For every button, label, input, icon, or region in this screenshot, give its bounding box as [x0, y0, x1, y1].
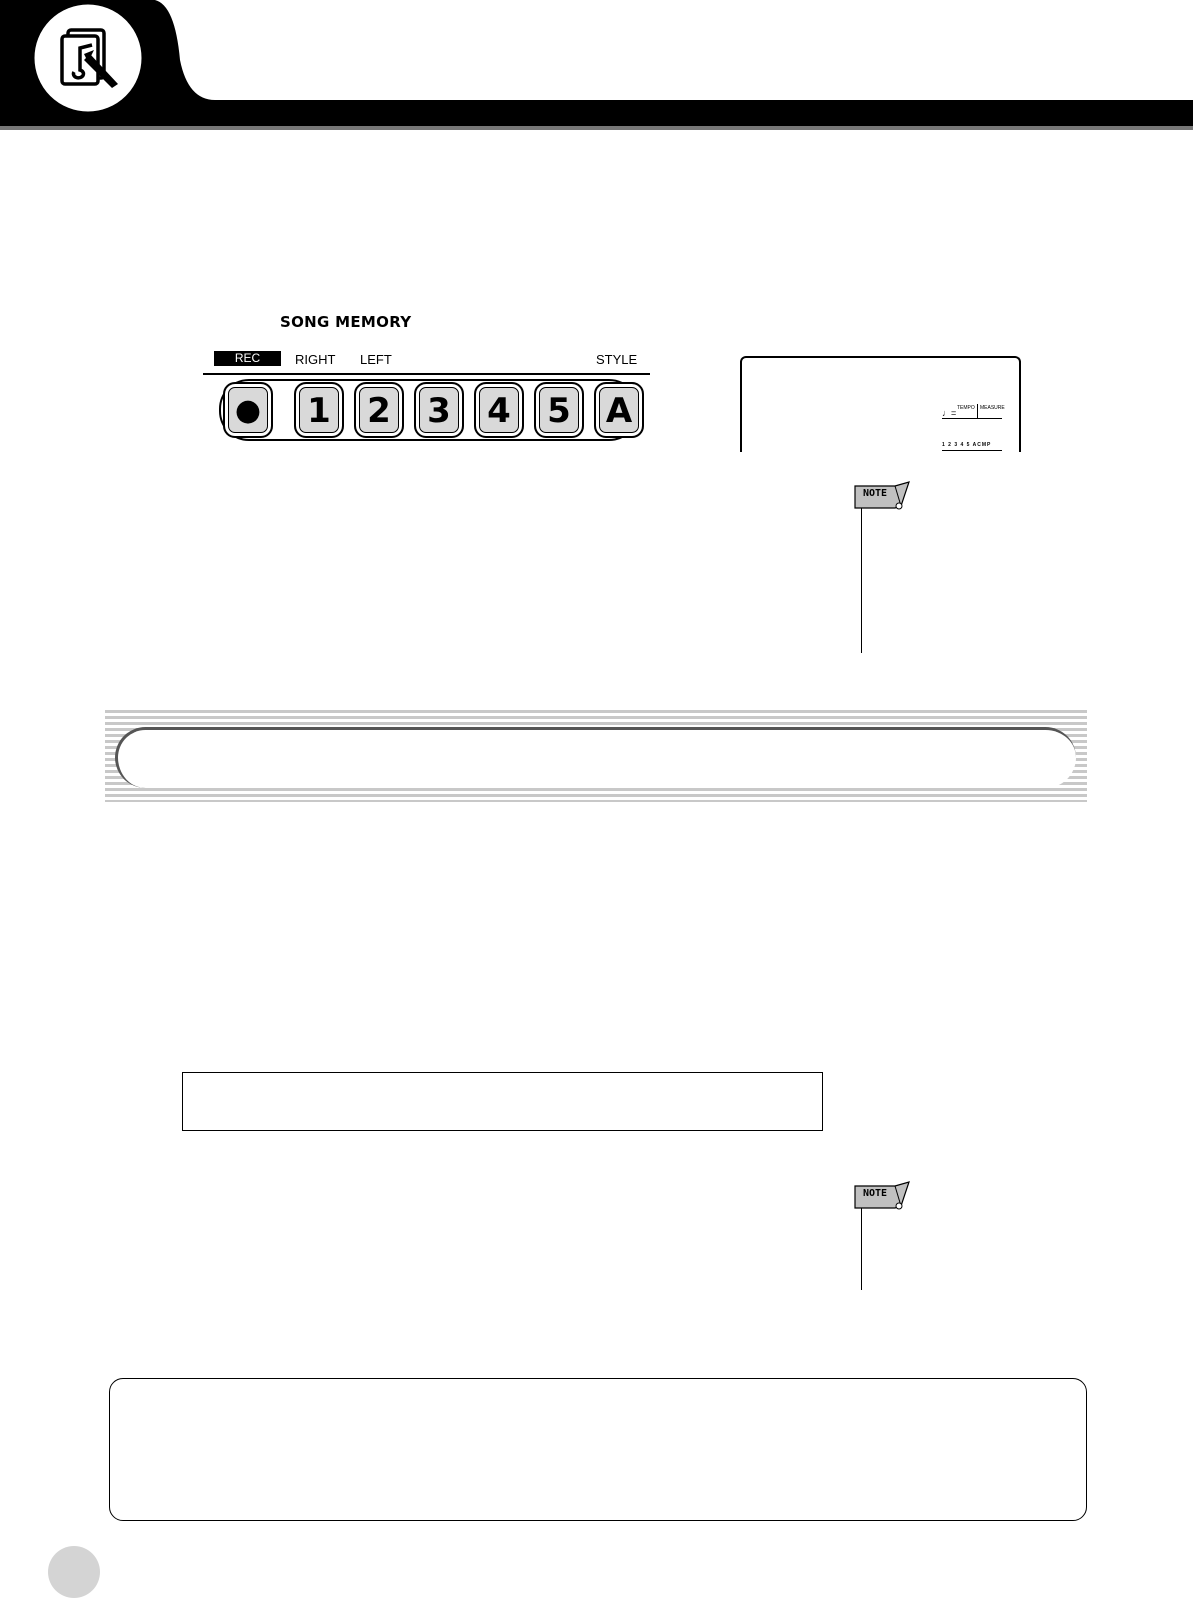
tempo-symbol: ♩=: [942, 408, 957, 418]
style-track-button[interactable]: A: [594, 382, 644, 438]
lcd-underline: [942, 418, 1002, 419]
lcd-divider: [977, 404, 978, 418]
info-box: [109, 1378, 1087, 1521]
rec-button[interactable]: ●: [223, 382, 273, 438]
track-1-button[interactable]: 1: [294, 382, 344, 438]
panel-title: SONG MEMORY: [280, 313, 412, 331]
tempo-label: TEMPO: [957, 405, 975, 411]
note-label: NOTE: [863, 1188, 888, 1199]
left-label: LEFT: [360, 352, 392, 367]
track-indicators: 1 2 3 4 5 ACMP: [942, 442, 992, 448]
note-line: [861, 508, 862, 653]
note-label: NOTE: [863, 488, 888, 499]
track-underline: [942, 450, 1002, 451]
right-label: RIGHT: [295, 352, 336, 367]
note-line: [861, 1208, 862, 1290]
track-5-button[interactable]: 5: [534, 382, 584, 438]
track-4-button[interactable]: 4: [474, 382, 524, 438]
rec-label: REC: [214, 351, 281, 366]
measure-label: MEASURE: [980, 405, 1005, 411]
lcd-display: [740, 356, 1021, 452]
track-2-button[interactable]: 2: [354, 382, 404, 438]
style-label: STYLE: [596, 352, 638, 367]
display-message-box: [182, 1072, 823, 1131]
page-number-circle: [48, 1546, 100, 1598]
track-3-button[interactable]: 3: [414, 382, 464, 438]
song-memory-icon: [54, 24, 126, 94]
header-bar: [0, 0, 1193, 135]
section-heading-box: [115, 727, 1076, 788]
panel-rule: [203, 373, 650, 375]
